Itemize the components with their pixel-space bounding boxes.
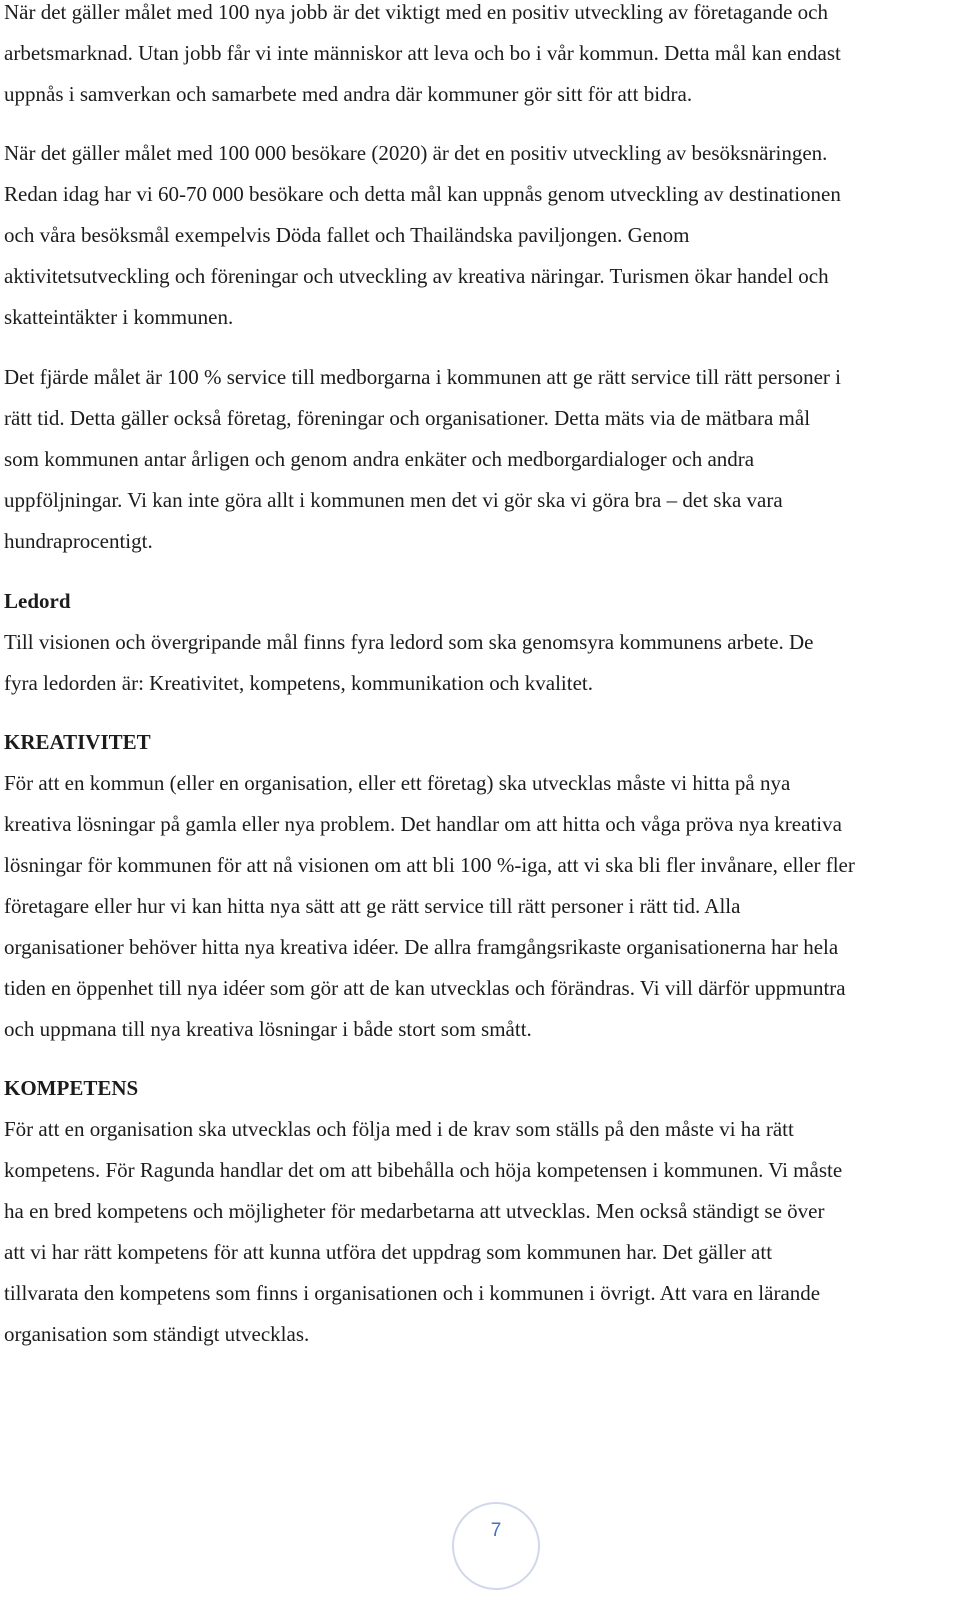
text-line: företagare eller hur vi kan hitta nya sätt att ge rätt service till rätt personer i rätt tid. Alla — [4, 894, 741, 918]
text-line: aktivitetsutveckling och föreningar och utveckling av kreativa näringar. Turismen ökar handel och — [4, 264, 829, 288]
text-line: När det gäller målet med 100 000 besökare (2020) är det en positiv utveckling av besöksnäringen. — [4, 141, 828, 165]
paragraph-visitors — [4, 133, 841, 338]
text-line: När det gäller målet med 100 nya jobb är det viktigt med en positiv utveckling av företagande och — [4, 0, 828, 24]
section-ledord — [4, 581, 814, 704]
text-line: Till visionen och övergripande mål finns fyra ledord som ska genomsyra kommunens arbete. De — [4, 630, 814, 654]
text-line: och våra besöksmål exempelvis Döda fallet och Thailändska paviljongen. Genom — [4, 223, 690, 247]
text-line: ha en bred kompetens och möjligheter för medarbetarna att utvecklas. Men också ständigt se över — [4, 1199, 825, 1223]
text-line: arbetsmarknad. Utan jobb får vi inte människor att leva och bo i vår kommun. Detta mål kan endast — [4, 41, 841, 65]
text-line: uppföljningar. Vi kan inte göra allt i kommunen men det vi gör ska vi göra bra – det ska vara — [4, 488, 783, 512]
text-line: och uppmana till nya kreativa lösningar i både stort som smått. — [4, 1017, 532, 1041]
text-line: fyra ledorden är: Kreativitet, kompetens, kommunikation och kvalitet. — [4, 671, 593, 695]
page-number: 7 — [490, 1520, 502, 1541]
text-line: organisation som ständigt utvecklas. — [4, 1322, 310, 1346]
text-line: att vi har rätt kompetens för att kunna utföra det uppdrag som kommunen har. Det gäller att — [4, 1240, 773, 1264]
paragraph-service — [4, 357, 841, 562]
text-line: tillvarata den kompetens som finns i organisationen och i kommunen i övrigt. Att vara en lärande — [4, 1281, 821, 1305]
page-number-badge — [452, 1502, 540, 1590]
section-kreativitet — [4, 722, 855, 1050]
paragraph-jobs — [4, 0, 841, 115]
text-line: tiden en öppenhet till nya idéer som gör att de kan utvecklas och förändras. Vi vill därför uppmuntra — [4, 976, 846, 1000]
section-heading: KOMPETENS — [4, 1076, 139, 1100]
text-line: Det fjärde målet är 100 % service till medborgarna i kommunen att ge rätt service till rätt personer i — [4, 365, 841, 389]
text-line: organisationer behöver hitta nya kreativa idéer. De allra framgångsrikaste organisationerna har hela — [4, 935, 839, 959]
section-kompetens — [4, 1068, 842, 1355]
text-line: lösningar för kommunen för att nå visionen om att bli 100 %-iga, att vi ska bli fler invånare, eller fler — [4, 853, 855, 877]
text-line: För att en organisation ska utvecklas och följa med i de krav som ställs på den måste vi ha rätt — [4, 1117, 794, 1141]
section-heading: KREATIVITET — [4, 730, 151, 754]
section-heading: Ledord — [4, 589, 71, 613]
text-line: rätt tid. Detta gäller också företag, föreningar och organisationer. Detta mäts via de mätbara mål — [4, 406, 811, 430]
text-line: skatteintäkter i kommunen. — [4, 305, 234, 329]
text-line: Redan idag har vi 60-70 000 besökare och detta mål kan uppnås genom utveckling av destinationen — [4, 182, 841, 206]
text-line: För att en kommun (eller en organisation, eller ett företag) ska utvecklas måste vi hitta på nya — [4, 771, 791, 795]
text-line: hundraprocentigt. — [4, 529, 153, 553]
text-line: kreativa lösningar på gamla eller nya problem. Det handlar om att hitta och våga pröva nya kreativa — [4, 812, 842, 836]
text-line: som kommunen antar årligen och genom andra enkäter och medborgardialoger och andra — [4, 447, 755, 471]
text-line: uppnås i samverkan och samarbete med andra där kommuner gör sitt för att bidra. — [4, 82, 693, 106]
text-line: kompetens. För Ragunda handlar det om att bibehålla och höja kompetensen i kommunen. Vi måste — [4, 1158, 843, 1182]
